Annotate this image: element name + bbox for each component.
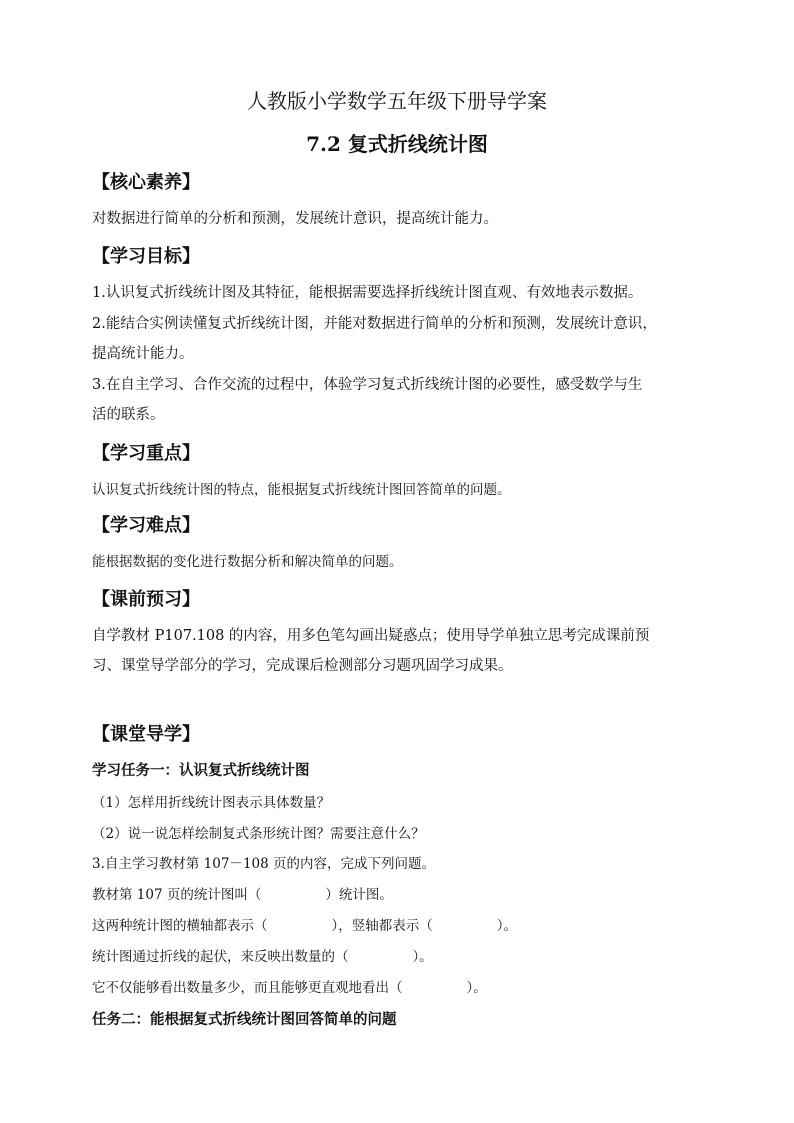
question-3: 3.自主学习教材第 107－108 页的内容，完成下列问题。 [92,856,435,872]
goal-line: 提高统计能力。 [92,346,194,362]
key-heading: 【学习重点】 [92,443,200,464]
fill-text: 教材第 107 页的统计图叫（ [92,887,262,903]
document-title: 人教版小学数学五年级下册导学案 [247,89,547,113]
fill-text: ）。 [466,980,487,996]
fill-text: ），竖轴都表示（ [331,918,433,934]
guide-heading: 【课堂导学】 [92,724,200,745]
fill-text: 它不仅能够看出数量多少，而且能够更直观地看出（ [92,980,403,996]
core-text: 对数据进行简单的分析和预测，发展统计意识，提高统计能力。 [92,211,498,227]
task1-title: 学习任务一：认识复式折线统计图 [92,762,310,779]
goals-heading: 【学习目标】 [92,246,200,267]
difficulty-heading: 【学习难点】 [92,515,200,536]
goal-line: 3.在自主学习、合作交流的过程中，体验学习复式折线统计图的必要性，感受数学与生 [92,377,643,393]
goal-line: 活的联系。 [92,407,165,423]
preview-line: 习、课堂导学部分的学习，完成课后检测部分习题巩固学习成果。 [92,658,513,674]
lesson-title: 7.2 复式折线统计图 [306,132,488,156]
fill-blank-2 [92,914,517,934]
question-1: （1）怎样用折线统计图表示具体数量？ [92,795,331,811]
difficulty-text: 能根据数据的变化进行数据分析和解决简单的问题。 [92,554,403,570]
fill-text: ）。 [496,918,517,934]
preview-heading: 【课前预习】 [92,589,200,610]
goal-line: 2.能结合实例读懂复式折线统计图，并能对数据进行简单的分析和预测，发展统计意识， [92,316,657,332]
core-heading: 【核心素养】 [92,172,200,193]
fill-text: 统计图通过折线的起伏，来反映出数量的（ [92,949,349,965]
fill-blank-3 [92,945,433,965]
task2-title: 任务二：能根据复式折线统计图回答简单的问题 [92,1011,397,1028]
fill-blank-4 [92,976,487,996]
goal-line: 1.认识复式折线统计图及其特征，能根据需要选择折线统计图直观、有效地表示数据。 [92,285,643,301]
preview-line: 自学教材 P107.108 的内容，用多色笔勾画出疑惑点；使用导学单独立思考完成课前预 [92,628,650,644]
fill-blank-1 [92,883,393,903]
fill-text: 这两种统计图的横轴都表示（ [92,918,268,934]
fill-text: ）统计图。 [325,887,393,903]
key-text: 认识复式折线统计图的特点，能根据复式折线统计图回答简单的问题。 [92,482,511,498]
fill-text: ）。 [412,949,433,965]
question-2: （2）说一说怎样绘制复式条形统计图？需要注意什么？ [92,826,425,842]
